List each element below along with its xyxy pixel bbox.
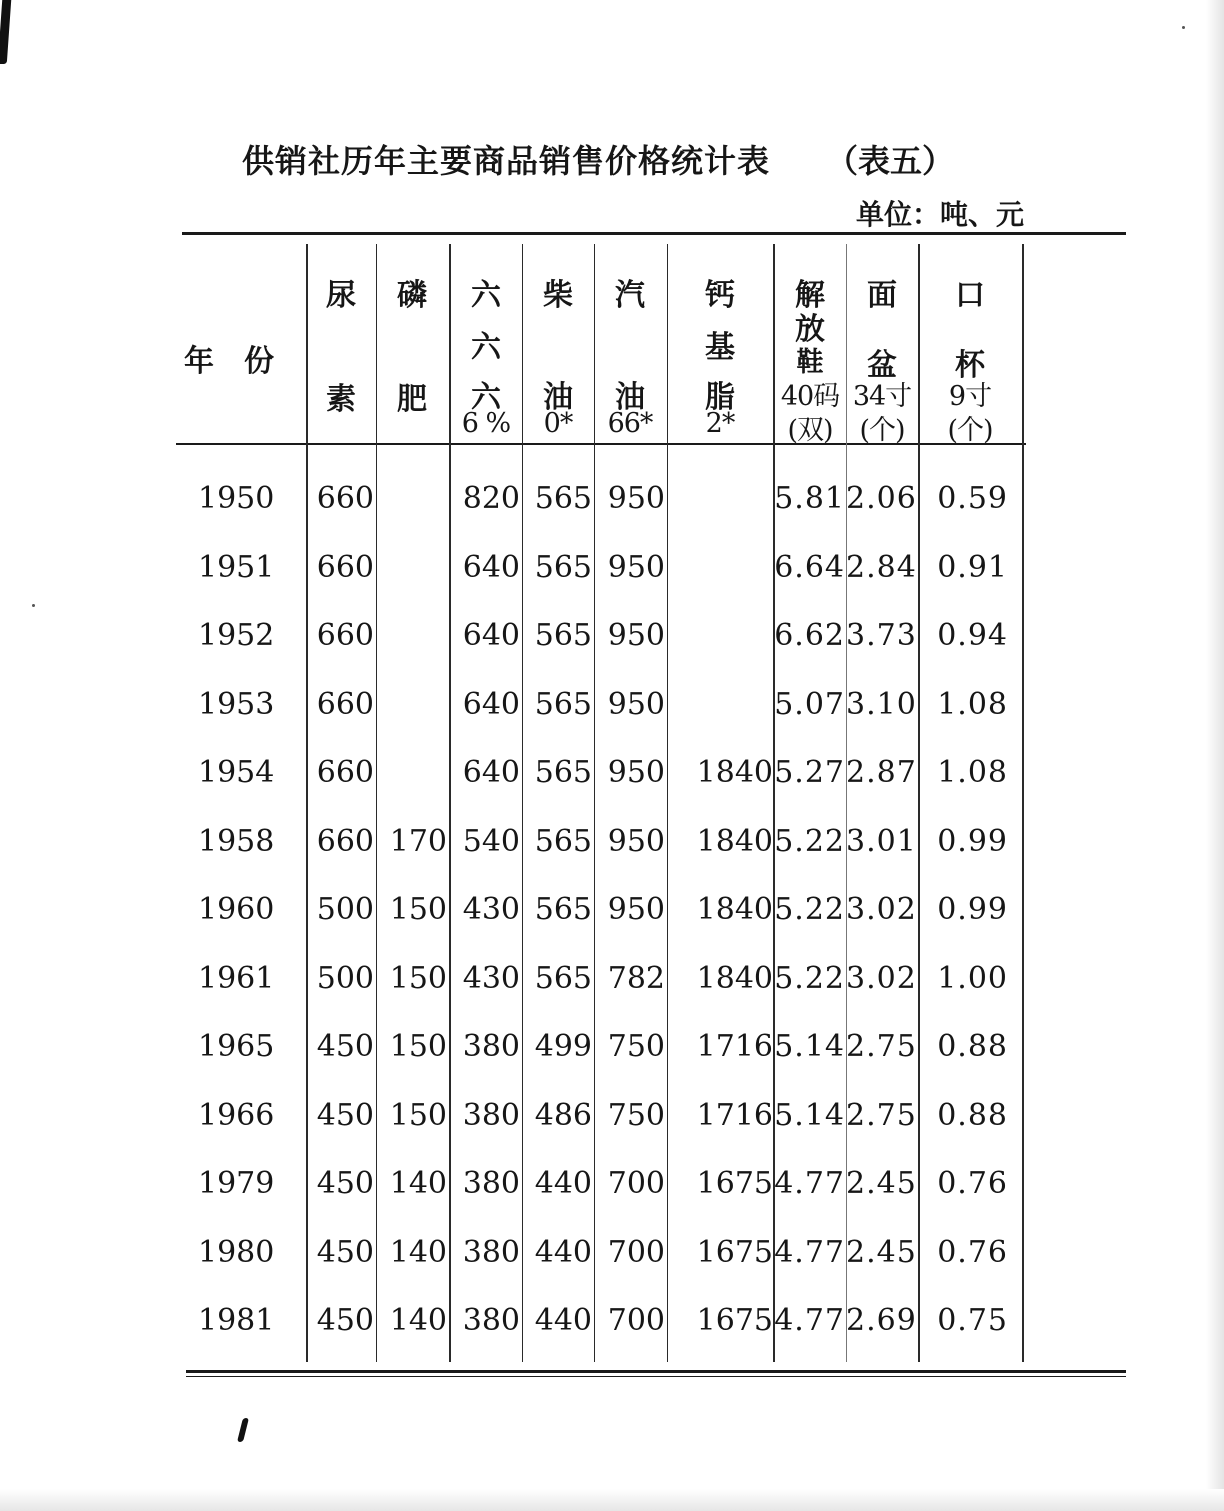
cell-diesel: 565 [534, 823, 592, 859]
header-urea-2: 素 [326, 382, 356, 417]
cell-gasoline: 950 [607, 823, 665, 859]
cell-grease: 1840 [696, 823, 773, 859]
header-phosphate-2: 肥 [397, 382, 427, 417]
header-diesel-1: 柴 [543, 278, 573, 313]
cell-shoes: 6.62 [774, 618, 845, 653]
cell-urea: 500 [316, 960, 374, 996]
cell-basin: 3.01 [846, 823, 917, 859]
page-edge-mark [0, 0, 11, 64]
cell-phosphate: 140 [389, 1234, 447, 1270]
cell-diesel: 565 [534, 892, 592, 927]
table-top-rule [182, 232, 1126, 235]
cell-phosphate: 150 [389, 1097, 447, 1133]
cell-bhc: 380 [462, 1303, 520, 1338]
header-gasoline-2: 油 [615, 380, 645, 415]
cell-bhc: 380 [462, 1029, 520, 1064]
cell-grease: 1716 [696, 1029, 773, 1064]
cell-grease: 1675 [696, 1234, 773, 1270]
cell-year: 1966 [198, 1097, 275, 1133]
header-diesel-spec: 0* [543, 408, 573, 439]
header-bhc-2: 六 [471, 330, 501, 365]
cell-bhc: 380 [462, 1166, 520, 1201]
cell-cup: 0.88 [937, 1029, 1008, 1064]
cell-shoes: 5.14 [774, 1097, 845, 1133]
table-unit: 单位：吨、元 [856, 198, 1025, 231]
cell-shoes: 5.22 [774, 823, 845, 859]
cell-urea: 500 [316, 892, 374, 927]
cell-urea: 660 [316, 481, 374, 516]
header-shoes-2: 放 [795, 312, 825, 347]
header-shoes-size: 40码 [780, 381, 840, 412]
header-basin-2: 盆 [867, 348, 897, 383]
cell-diesel: 440 [534, 1166, 592, 1201]
cell-basin: 3.02 [846, 892, 917, 927]
cell-shoes: 4.77 [774, 1303, 845, 1338]
cell-diesel: 440 [534, 1303, 592, 1338]
header-basin-size: 34寸 [852, 381, 912, 412]
header-gasoline-1: 汽 [615, 278, 645, 313]
header-gasoline-spec: 66* [607, 408, 653, 439]
cell-urea: 450 [316, 1097, 374, 1133]
cell-shoes: 4.77 [774, 1166, 845, 1201]
cell-phosphate: 150 [389, 960, 447, 996]
scan-speck [32, 604, 35, 607]
cell-basin: 2.75 [846, 1029, 917, 1064]
cell-cup: 1.00 [937, 960, 1008, 996]
cell-cup: 0.76 [937, 1234, 1008, 1270]
cell-year: 1960 [198, 892, 275, 927]
cell-basin: 2.06 [846, 481, 917, 516]
cell-year: 1965 [198, 1029, 275, 1064]
cell-cup: 0.88 [937, 1097, 1008, 1133]
cell-year: 1951 [198, 549, 275, 585]
page-foot-mark [237, 1418, 249, 1442]
header-diesel-2: 油 [543, 380, 573, 415]
header-year: 年 份 [184, 344, 274, 379]
header-shoes-3: 鞋 [796, 347, 824, 378]
cell-diesel: 565 [534, 549, 592, 585]
cell-cup: 0.75 [937, 1303, 1008, 1338]
cell-cup: 1.08 [937, 755, 1008, 790]
cell-bhc: 380 [462, 1234, 520, 1270]
cell-phosphate: 140 [389, 1303, 447, 1338]
cell-gasoline: 700 [607, 1234, 665, 1270]
cell-phosphate: 170 [389, 823, 447, 859]
cell-year: 1961 [198, 960, 275, 996]
cell-urea: 450 [316, 1166, 374, 1201]
cell-cup: 0.99 [937, 823, 1008, 859]
cell-basin: 3.02 [846, 960, 917, 996]
cell-shoes: 5.22 [774, 892, 845, 927]
cell-grease: 1840 [696, 755, 773, 790]
header-shoes-1: 解 [795, 278, 825, 313]
cell-grease: 1840 [696, 960, 773, 996]
scan-speck [1182, 26, 1185, 29]
cell-shoes: 5.27 [774, 755, 845, 790]
cell-shoes: 6.64 [774, 549, 845, 585]
table-title: 供销社历年主要商品销售价格统计表 [242, 142, 771, 180]
cell-gasoline: 950 [607, 686, 665, 722]
cell-urea: 660 [316, 823, 374, 859]
cell-grease: 1675 [696, 1303, 773, 1338]
cell-basin: 2.84 [846, 549, 917, 585]
cell-diesel: 565 [534, 686, 592, 722]
cell-bhc: 820 [462, 481, 520, 516]
cell-shoes: 5.81 [774, 481, 845, 516]
header-basin-unit: (个) [859, 415, 905, 446]
cell-bhc: 540 [462, 823, 520, 859]
cell-basin: 2.45 [846, 1234, 917, 1270]
cell-bhc: 640 [462, 686, 520, 722]
cell-cup: 0.94 [937, 618, 1008, 653]
header-grease-1: 钙 [705, 278, 735, 313]
cell-gasoline: 950 [607, 618, 665, 653]
header-phosphate-1: 磷 [397, 278, 427, 313]
cell-cup: 1.08 [937, 686, 1008, 722]
cell-cup: 0.91 [937, 549, 1008, 585]
page-shadow-right [1206, 0, 1224, 1511]
cell-grease: 1840 [696, 892, 773, 927]
cell-diesel: 440 [534, 1234, 592, 1270]
cell-urea: 450 [316, 1303, 374, 1338]
cell-diesel: 486 [534, 1097, 592, 1133]
cell-basin: 2.69 [846, 1303, 917, 1338]
cell-phosphate: 140 [389, 1166, 447, 1201]
table-number: （表五） [826, 142, 955, 180]
cell-urea: 660 [316, 618, 374, 653]
cell-urea: 660 [316, 549, 374, 585]
cell-basin: 2.45 [846, 1166, 917, 1201]
cell-basin: 3.10 [846, 686, 917, 722]
cell-year: 1958 [198, 823, 275, 859]
cell-basin: 2.87 [846, 755, 917, 790]
cell-cup: 0.59 [937, 481, 1008, 516]
cell-gasoline: 950 [607, 481, 665, 516]
cell-year: 1980 [198, 1234, 275, 1270]
cell-diesel: 499 [534, 1029, 592, 1064]
cell-year: 1950 [198, 481, 275, 516]
cell-gasoline: 700 [607, 1166, 665, 1201]
header-bhc-3: 六 [471, 380, 501, 415]
cell-grease: 1675 [696, 1166, 773, 1201]
cell-urea: 660 [316, 755, 374, 790]
cell-urea: 450 [316, 1234, 374, 1270]
header-grease-3: 脂 [705, 380, 735, 415]
cell-gasoline: 700 [607, 1303, 665, 1338]
cell-basin: 2.75 [846, 1097, 917, 1133]
cell-gasoline: 950 [607, 755, 665, 790]
table-bottom-rule-thin [186, 1376, 1126, 1377]
cell-cup: 0.99 [937, 892, 1008, 927]
header-shoes-unit: (双) [787, 415, 833, 446]
cell-bhc: 640 [462, 549, 520, 585]
cell-bhc: 430 [462, 960, 520, 996]
cell-shoes: 5.14 [774, 1029, 845, 1064]
column-separator [1022, 244, 1024, 1362]
header-cup-unit: (个) [947, 415, 993, 446]
header-basin-1: 面 [867, 278, 897, 313]
header-cup-1: 口 [955, 278, 985, 313]
cell-bhc: 380 [462, 1097, 520, 1133]
cell-grease: 1716 [696, 1097, 773, 1133]
page-shadow-bottom [0, 1489, 1224, 1511]
header-cup-2: 杯 [955, 348, 985, 383]
header-grease-2: 基 [705, 330, 735, 365]
cell-diesel: 565 [534, 960, 592, 996]
cell-shoes: 5.07 [774, 686, 845, 722]
cell-gasoline: 750 [607, 1097, 665, 1133]
header-grease-spec: 2* [705, 408, 735, 439]
cell-year: 1952 [198, 618, 275, 653]
cell-urea: 660 [316, 686, 374, 722]
cell-phosphate: 150 [389, 892, 447, 927]
cell-year: 1953 [198, 686, 275, 722]
cell-diesel: 565 [534, 755, 592, 790]
cell-year: 1981 [198, 1303, 275, 1338]
cell-phosphate: 150 [389, 1029, 447, 1064]
cell-basin: 3.73 [846, 618, 917, 653]
cell-gasoline: 782 [607, 960, 665, 996]
cell-gasoline: 950 [607, 892, 665, 927]
cell-shoes: 4.77 [774, 1234, 845, 1270]
cell-gasoline: 950 [607, 549, 665, 585]
header-bhc-spec: 6 % [461, 408, 511, 439]
cell-gasoline: 750 [607, 1029, 665, 1064]
cell-shoes: 5.22 [774, 960, 845, 996]
header-bhc-1: 六 [471, 278, 501, 313]
cell-bhc: 640 [462, 755, 520, 790]
cell-year: 1979 [198, 1166, 275, 1201]
cell-cup: 0.76 [937, 1166, 1008, 1201]
cell-diesel: 565 [534, 481, 592, 516]
header-urea-1: 尿 [326, 278, 356, 313]
cell-urea: 450 [316, 1029, 374, 1064]
header-cup-size: 9寸 [948, 381, 992, 412]
cell-bhc: 640 [462, 618, 520, 653]
cell-bhc: 430 [462, 892, 520, 927]
cell-diesel: 565 [534, 618, 592, 653]
table-bottom-rule [186, 1370, 1126, 1373]
cell-year: 1954 [198, 755, 275, 790]
